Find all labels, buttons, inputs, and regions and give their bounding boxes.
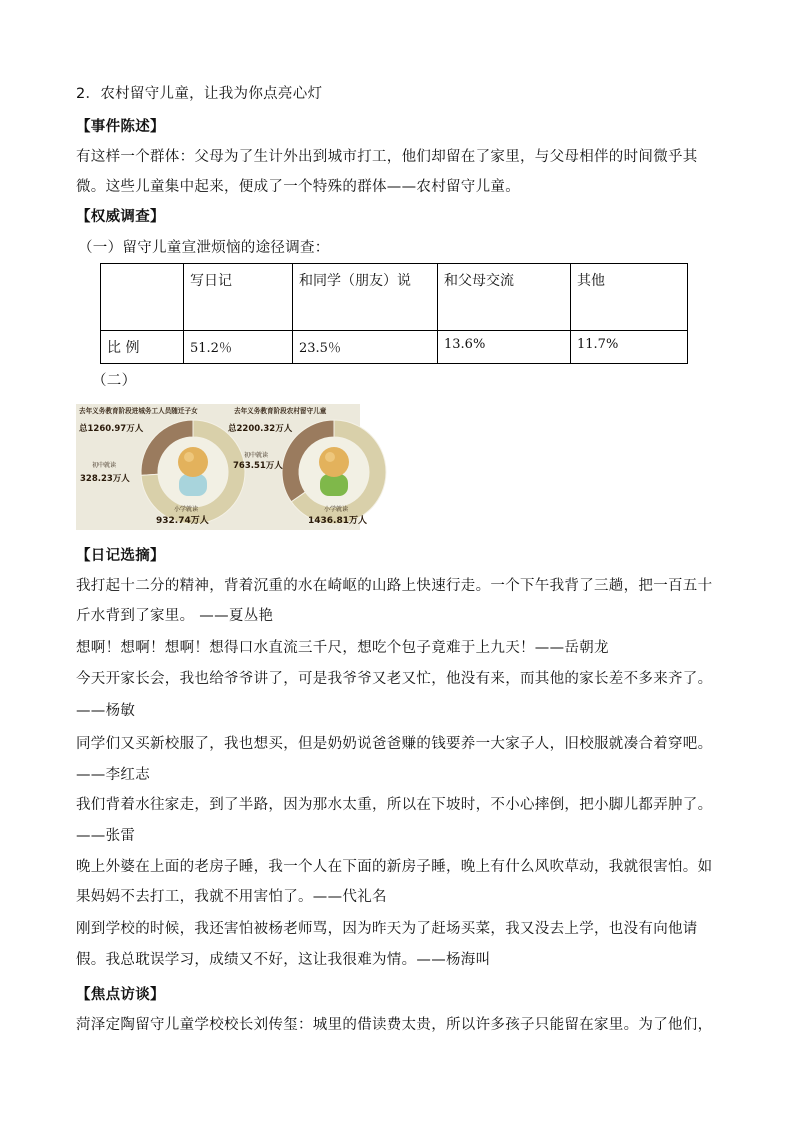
section-diary: 【日记选摘】 — [76, 548, 165, 564]
diary-line: 假。我总耽误学习，成绩又不好，这让我很难为情。——杨海叫 — [76, 952, 491, 968]
chart-2-title: 去年义务教育阶段农村留守儿童 — [234, 407, 327, 415]
chart-2-primary-school-value: 1436.81万人 — [308, 516, 367, 526]
table-header-empty — [101, 264, 184, 331]
interview-text: 菏泽定陶留守儿童学校校长刘传玺：城里的借读费太贵，所以许多孩子只能留在家里。为了他们， — [76, 1017, 713, 1033]
pie-charts-figure — [76, 404, 367, 530]
diary-line: 想啊！想啊！想啊！想得口水直流三千尺，想吃个包子竟难于上九天！——岳朝龙 — [76, 640, 609, 656]
diary-line: 我们背着水往家走，到了半路，因为那水太重，所以在下坡时，不小心摔倒，把小脚儿都弄肿了。 — [76, 797, 713, 813]
diary-line: ——李红志 — [76, 767, 150, 783]
table-header-classmates: 和同学（朋友）说 — [293, 264, 438, 331]
diary-line: 我打起十二分的精神，背着沉重的水在崎岖的山路上快速行走。一个下午我背了三趟，把一百五十 — [76, 578, 713, 594]
table-value-parents: 13.6% — [438, 331, 571, 364]
diary-line: 今天开家长会，我也给爷爷讲了，可是我爷爷又老又忙，他没有来，而其他的家长差不多来齐了。 — [76, 671, 713, 687]
table-header-other: 其他 — [571, 264, 688, 331]
chart-1-primary-school-value: 932.74万人 — [156, 516, 209, 526]
chart-2-middle-school-label: 初中就读 — [244, 452, 269, 459]
table-value-classmates: 23.5％ — [293, 331, 438, 364]
chart-2-middle-school-value: 763.51万人 — [233, 461, 283, 471]
child-head-highlight-icon — [184, 452, 194, 462]
section-interview: 【焦点访谈】 — [76, 987, 165, 1003]
table-header-diary: 写日记 — [184, 264, 293, 331]
diary-line: 晚上外婆在上面的老房子睡，我一个人在下面的新房子睡，晚上有什么风吹草动，我就很害怕。如 — [76, 859, 713, 875]
child-head-highlight-icon — [325, 452, 335, 462]
survey-1-title: （一）留守儿童宣泄烦恼的途径调查： — [78, 240, 330, 256]
diary-line: 斤水背到了家里。 ——夏丛艳 — [76, 608, 274, 624]
table-value-diary: 51.2％ — [184, 331, 293, 364]
event-text-1: 有这样一个群体：父母为了生计外出到城市打工，他们却留在了家里，与父母相伴的时间微乎其 — [76, 149, 698, 165]
table-row-label: 比 例 — [101, 331, 184, 364]
chart-2-primary-school-label: 小学就读 — [324, 506, 349, 513]
chart-1-primary-school-label: 小学就读 — [174, 506, 199, 513]
pie-charts-svg — [76, 404, 367, 530]
diary-line: ——杨敏 — [76, 703, 136, 719]
table-value-other: 11.7% — [571, 331, 688, 364]
chart-1-middle-school-value: 328.23万人 — [80, 474, 130, 484]
survey-2-title: （二） — [92, 373, 137, 389]
diary-line: 果妈妈不去打工，我就不用害怕了。——代礼名 — [76, 889, 387, 905]
chart-1-middle-school-label: 初中就读 — [92, 462, 117, 469]
table-header-parents: 和父母交流 — [438, 264, 571, 331]
section-authority: 【权威调查】 — [76, 209, 165, 225]
chart-1-title: 去年义务教育阶段进城务工人员随迁子女 — [79, 407, 198, 415]
diary-line: 同学们又买新校服了，我也想买，但是奶奶说爸爸赚的钱要养一大家子人，旧校服就凑合着穿吧。 — [76, 736, 713, 752]
diary-line: ——张雷 — [76, 828, 136, 844]
diary-line: 刚到学校的时候，我还害怕被杨老师骂，因为昨天为了赶场买菜，我又没去上学，也没有向他请 — [76, 921, 698, 937]
child-body-icon — [320, 474, 348, 496]
survey-table — [100, 263, 688, 364]
child-body-icon — [179, 474, 207, 496]
chart-1-total-label: 总1260.97万人 — [79, 424, 144, 434]
chart-2-total-label: 总2200.32万人 — [228, 424, 293, 434]
child-head-icon — [319, 447, 349, 477]
question-heading: 2．农村留守儿童，让我为你点亮心灯 — [76, 86, 323, 102]
child-head-icon — [178, 447, 208, 477]
section-event: 【事件陈述】 — [76, 119, 165, 135]
event-text-2: 微。这些儿童集中起来，便成了一个特殊的群体——农村留守儿童。 — [76, 179, 520, 195]
